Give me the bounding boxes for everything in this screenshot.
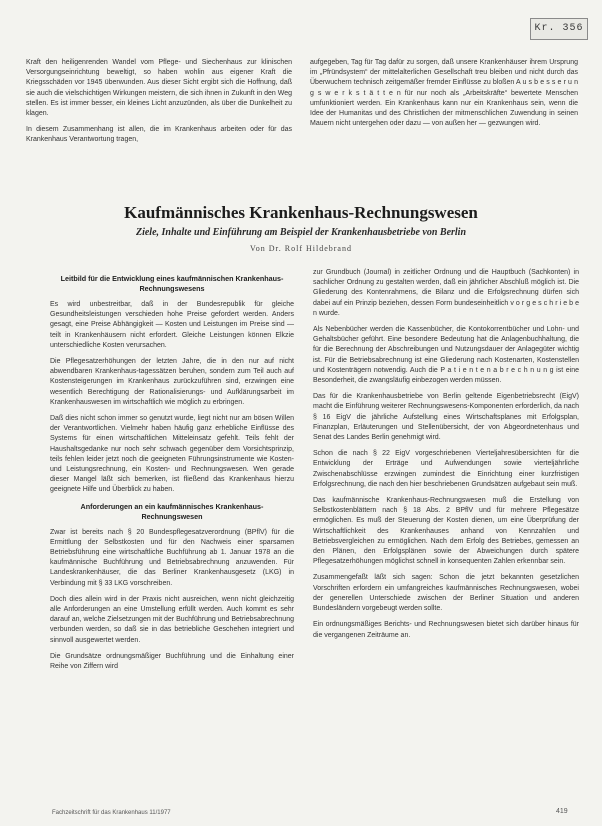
top-left-column [26, 58, 292, 152]
paragraph: In diesem Zusammenhang ist allen, die im Krankenhaus arbeiten oder für das Krankenhaus Verantwortung tragen, [26, 126, 292, 144]
paragraph: Doch dies allein wird in der Praxis nicht ausreichen, wenn nicht gleichzeitig alle Anforderungen an eine Umstellung erfüllt werden. Auch kommt es sehr darauf an, welche Zielsetzungen mit der Buchführung und Betriebsabrechnung verbunden werden, so daß sie in das betriebliche Geschehen integriert und sinnvoll ausgewertet werden. [50, 595, 294, 644]
paragraph: Schon die nach § 22 EigV vorgeschriebenen Vierteljahresübersichten für die Entwicklung der Erträge und Aufwendungen sowie vierteljährliche Zwischenabschlüsse erzwingen zumindest die Einrichtung einer kurzfristigen Erfolgsrechnung, die nach den hier beschriebenen Grundsätzen aufgebaut sein muß. [313, 450, 579, 488]
archive-stamp: Kr. 356 [530, 18, 588, 40]
paragraph: Die Grundsätze ordnungsmäßiger Buchführung und die Einhaltung einer Reihe von Ziffern wird [50, 652, 294, 671]
paragraph: Das für die Krankenhausbetriebe von Berlin geltende Eigenbetriebsrecht (EigV) macht die Einführung weiterer Rechnungswesens-Komponenten erforderlich, da nach § 16 EigV die jährliche Aufstellung eines Wirtschaftsplanes mit Erfolgsplan, Finanzplan, Erläuterungen und Stellenübersicht, der von Abgeordnetenhaus und Senat des Landes Berlin genehmigt wird. [313, 393, 579, 442]
paragraph: Die Pflegesatzerhöhungen der letzten Jahre, die in den nur auf nicht abwendbaren Krankenhaus-tagessätzen beruhen, sondern zum Teil auch auf Kostensteigerungen im Krankenhaus zurückzuführen sind, erzwingen eine wesentlich Berechtigung der Rationalisierungs- und Aufklärungsarbeit im Krankenhauswesen im wirtschaftlich wie möglich zu erbringen. [50, 358, 294, 406]
paragraph: Das kaufmännische Krankenhaus-Rechnungswesen muß die Erstellung von Selbstkostenblättern nach § 18 Abs. 2 BPflV und für mehrere Pflegesätze ermöglichen. Es muß der Steuerung der Kosten dienen, um eine Überprüfung der Wirtschaftlichkeit des Krankenhauses anhand von Kennzahlen und Betriebsvergleichen zu ermöglichen. Nach dem Erfolg des Betriebes, gemessen an den Plänen, den Erfolgsplänen sowie der Abweichungen durch spätere Pflegesatzerhöhungen möglichst schnell in konsequenten Zahlen erkennbar sein. [313, 497, 579, 566]
paragraph: Ein ordnungsmäßiges Berichts- und Rechnungswesen bietet sich darüber hinaus für die vergangenen Zeiträume an. [313, 621, 579, 639]
left-main-column [50, 268, 294, 678]
paragraph: Als Nebenbücher werden die Kassenbücher, die Kontokorrentbücher und Lohn- und Gehaltsbücher geführt. Eine besondere Bedeutung hat die Anlagenbuchhaltung, die für die Berechnung der Abschreibungen und Nutzungsdauer der Anlagegüter wichtig ist. Für die Betriebsabrechnung ist eine Gliederung nach Kostenarten, Kostenstellen und Kostenträgern notwendig. Auch die P a t i e n t e n a b r e c h n u n g ist eine Besonderheit, die zwangsläufig einbezogen werden müssen. [313, 326, 579, 385]
top-right-column [310, 58, 578, 135]
right-main-column [313, 268, 579, 647]
section-heading: Leitbild für die Entwicklung eines kaufmännischen Krankenhaus-Rechnungswesens [60, 274, 284, 293]
article-title: Kaufmännisches Krankenhaus-Rechnungswesen [124, 203, 478, 222]
article-subtitle: Ziele, Inhalte und Einführung am Beispiel der Krankenhausbetriebe von Berlin [135, 227, 467, 238]
paragraph: Zwar ist bereits nach § 20 Bundespflegesatzverordnung (BPflV) für die Ermittlung der Selbstkosten und für den Nachweis einer sparsamen Betriebsführung eine wirtschaftliche Buchführung ab 1. Januar 1978 an die kaufmännische Buchführung und Betriebsabrechnung anzuwenden. Für Landeskrankenhäuser, die das Berliner Krankenhausgesetz (LKG) in Verbindung mit § 33 LKG vorschreiben. [50, 528, 294, 587]
section-heading: Anforderungen an ein kaufmännisches Krankenhaus-Rechnungswesen [80, 501, 264, 521]
page-number: 419 [556, 808, 568, 815]
footer-source: Fachzeitschrift für das Krankenhaus 11/1977 [52, 810, 171, 816]
paragraph: Es wird unbestreitbar, daß in der Bundesrepublik für gleiche Gesundheitsleistungen verschieden hohe Preise gefordert werden. Anders gesagt, eine Preise Abhängigkeit — Kosten und Leistungen im Preise sind — teilt in Krankenhäusern nicht erfordert. Gleiche Leistungen können Elkzie unterschiedliche Kosten verursachen. [50, 301, 294, 349]
paragraph: Zusammengefaßt läßt sich sagen: Schon die jetzt bekannten gesetzlichen Vorschriften erfordern ein umfangreiches kaufmännisches Rechnungswesen, wobei der generellen Unterschiede zwischen der Berliner Situation und anderen Bundesländern vorgebeugt werden sollte. [313, 574, 579, 613]
paragraph: zur Grundbuch (Journal) in zeitlicher Ordnung und die Hauptbuch (Sachkonten) in sachlicher Ordnung zu gestalten werden, daß ein jährlicher Abschluß möglich ist. Die Gliederung des Kontenrahmens, die Bilanz und die Erfolgsrechnung dürfen sich dabei auf ein Prinzip beziehen, dessen Form bundeseinheitlich v o r g e s c h r i e b e n wurde. [313, 269, 579, 317]
paragraph: Kraft den heiligenrenden Wandel vom Pflege- und Siechenhaus zur klinischen Versorgungseinrichtung beweltigt, so haben wohlin aus eigener Kraft die Kriegsschäden vor 1945 überwunden. Aus dieser Sicht ergibt sich die Hoffnung, daß sie auch die vielschichtigen Wirkungen meistern, die sich ihnen in Zukunft in den Weg stellen. Es ist immer besser, ein kleines Licht anzuzünden, als über die Dunkelheit zu klagen. [26, 59, 292, 118]
article-author: Von Dr. Rolf Hildebrand [250, 244, 352, 253]
paragraph: Daß dies nicht schon immer so genutzt wurde, liegt nicht nur am bösen Willen der Verantwortlichen. Vielmehr haben häufig ganz erhebliche Einflüsse des Systems für einen wirtschaftlichen Mitteleinsatz gefehlt. Teils fehlt der Haushaltsgedanke nur noch sehr schwach gegenüber dem Vorsichtsprinzip, teils fehlen leider jetzt noch die geeigneten Führungsinstrumente wie Kosten- und Leistungsrechnung, ein Kosten- und Rechnungswesen. Wen gerade dieser Mangel läßt sich bemerken, ist fließend das Krankenhaus hierzu geeignete Hilfe und Überblick zu haben. [50, 415, 294, 494]
paragraph: aufgegeben, Tag für Tag dafür zu sorgen, daß unsere Krankenhäuser ihrem Ursprung im „Pfründsystem“ der mittelalterlichen Gesellschaft treu bleiben und nicht durch das Überwuchern technisch zeitgemäßer fremder Einflüsse zu bloßen A u s b e s s e r u n g s w e r k s t ä t t e n für nur noch als „Arbeitskräfte“ bewertete Menschen umfunktioniert werden. Ein Krankenhaus kann nur ein Krankenhaus sein, wenn die Idee der Humanitas und des Christlichen der mitmenschlichen Zuwendung in seinen Mauern nicht untergehen oder dazu — von außen her — gezwungen wird. [310, 59, 578, 128]
